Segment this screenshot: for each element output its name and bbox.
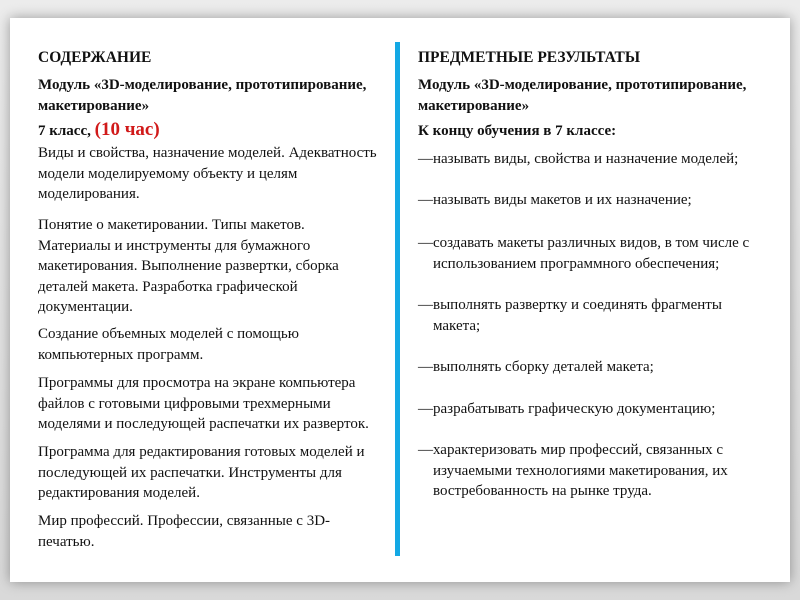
result-item	[418, 399, 715, 420]
dash-bullet: —	[418, 401, 433, 417]
paragraph-line: Программа для редактирования готовых моделей и	[38, 444, 365, 460]
paragraph-line: Программы для просмотра на экране компьютера	[38, 375, 356, 391]
module-line: Модуль «3D-моделирование, прототипирование,	[38, 77, 367, 93]
item-line	[418, 357, 654, 378]
item-text: макета;	[433, 317, 481, 334]
item-text: разрабатывать графическую документацию;	[433, 401, 716, 417]
item-line	[418, 316, 722, 337]
item-text: называть виды, свойства и назначение моделей;	[433, 151, 739, 167]
content-paragraph	[38, 215, 339, 318]
paragraph-line: Создание объемных моделей с помощью	[38, 326, 299, 342]
module-line: Модуль «3D-моделирование, прототипирование,	[418, 77, 747, 93]
item-text: называть виды макетов и их назначение;	[433, 192, 692, 208]
results-subtitle: К концу обучения в 7 классе:	[418, 123, 617, 139]
content-paragraph	[38, 324, 299, 365]
result-item	[418, 357, 654, 378]
dash-bullet: —	[418, 192, 433, 208]
content-module	[38, 75, 366, 116]
grade-label: 7 класс,	[38, 123, 91, 139]
paragraph-line: компьютерных программ.	[38, 346, 204, 363]
item-line	[418, 233, 749, 254]
result-item	[418, 295, 722, 336]
grade-line	[38, 120, 160, 142]
paragraph-line: макетирования. Выполнение развертки, сборка	[38, 258, 339, 274]
content-paragraph	[38, 373, 369, 435]
item-text: создавать макеты различных видов, в том числе с	[433, 235, 750, 251]
paragraph-line: Материалы и инструменты для бумажного	[38, 237, 311, 254]
paragraph-line: Понятие о макетировании. Типы макетов.	[38, 217, 305, 233]
paragraph-line: деталей макета. Разработка графической	[38, 278, 298, 295]
item-text: использованием программного обеспечения;	[433, 255, 720, 272]
item-line	[418, 254, 749, 275]
result-item	[418, 233, 749, 274]
item-line	[418, 399, 715, 420]
results-module	[418, 75, 746, 116]
hours-label: (10 час)	[94, 119, 160, 140]
content-paragraph	[38, 143, 377, 205]
paragraph-line: моделирования.	[38, 186, 140, 202]
item-line	[418, 190, 692, 211]
item-line	[418, 481, 728, 502]
paragraph-line: моделями и последующей распечатки их разверток.	[38, 416, 369, 432]
paragraph-line: файлов с готовыми цифровыми трехмерными	[38, 395, 331, 412]
item-text: востребованность на рынке труда.	[433, 483, 652, 499]
content-paragraph	[38, 442, 365, 504]
paragraph-line: редактирования моделей.	[38, 485, 200, 501]
item-text: характеризовать мир профессий, связанных с	[433, 442, 724, 458]
results-heading: ПРЕДМЕТНЫЕ РЕЗУЛЬТАТЫ	[418, 49, 641, 66]
paragraph-line: последующей их распечатки. Инструменты для	[38, 464, 342, 481]
paragraph-line: Мир профессий. Профессии, связанные с 3D-	[38, 513, 331, 529]
result-item	[418, 440, 728, 502]
result-item	[418, 149, 738, 170]
item-line	[418, 295, 722, 316]
paragraph-line: документации.	[38, 299, 133, 315]
item-line	[418, 440, 728, 461]
content-heading: СОДЕРЖАНИЕ	[38, 49, 152, 66]
column-divider	[395, 42, 400, 556]
module-line: макетирование»	[38, 97, 150, 114]
paragraph-line: модели моделируемому объекту и целям	[38, 165, 298, 182]
content-paragraph	[38, 511, 330, 552]
module-line: макетирование»	[418, 97, 530, 114]
paragraph-line: Виды и свойства, назначение моделей. Адекватность	[38, 145, 377, 161]
paragraph-line: печатью.	[38, 533, 95, 550]
item-text: выполнять развертку и соединять фрагменты	[433, 297, 722, 313]
item-line	[418, 149, 738, 170]
dash-bullet: —	[418, 151, 433, 167]
item-line	[418, 461, 728, 482]
dash-bullet: —	[418, 297, 433, 313]
dash-bullet: —	[418, 442, 433, 458]
dash-bullet: —	[418, 359, 433, 375]
result-item	[418, 190, 692, 211]
item-text: выполнять сборку деталей макета;	[433, 359, 654, 375]
item-text: изучаемыми технологиями макетирования, их	[433, 462, 728, 479]
dash-bullet: —	[418, 235, 433, 251]
